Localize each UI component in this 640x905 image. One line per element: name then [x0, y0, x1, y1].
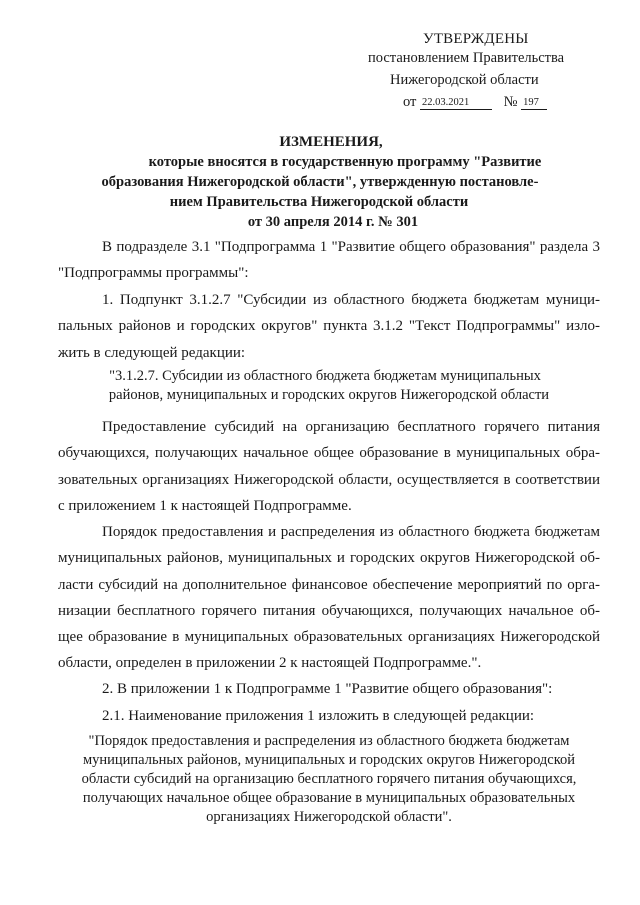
text-line: пальных районов и городских округов" пункта 3.1.2 "Текст Подпрограммы" изло- [58, 318, 600, 335]
date-prefix: от [403, 94, 417, 110]
text-line: области субсидий на организацию бесплатного горячего питания обучающихся, [81, 771, 577, 787]
text-line: муниципальных районов, муниципальных и городских округов Нижегородской [82, 752, 576, 768]
heading-line: нием Правительства Нижегородской области [169, 194, 469, 210]
heading-line: от 30 апреля 2014 г. № 301 [247, 214, 419, 230]
text-line: зовательных организациях Нижегородской области, осуществляется в соответствии [58, 471, 600, 488]
paragraph-item-2 [58, 676, 600, 702]
text-line: 2.1. Наименование приложения 1 изложить в следующей редакции: [102, 708, 535, 724]
decree-number: 197 [521, 97, 547, 110]
text-line: В подразделе 3.1 "Подпрограмма 1 "Развитие общего образования" раздела 3 [102, 239, 600, 255]
approval-authority-line: постановлением Правительства [368, 50, 565, 66]
text-line: 2. В приложении 1 к Подпрограмме 1 "Развитие общего образования": [102, 681, 553, 697]
text-line: "3.1.2.7. Субсидии из областного бюджета бюджетам муниципальных [109, 368, 541, 384]
text-line: 1. Подпункт 3.1.2.7 "Субсидии из областного бюджета бюджетам муници- [102, 292, 600, 308]
text-line: получающих начальное общее образование в муниципальных образовательных [82, 790, 576, 806]
text-line: ласти субсидий на дополнительное финансовое обеспечение мероприятий по орга- [58, 576, 600, 593]
quoted-subheading [58, 367, 600, 405]
document-heading [0, 132, 640, 232]
decree-date-number [403, 94, 547, 111]
paragraph-intro [58, 234, 600, 287]
text-line: "Порядок предоставления и распределения из областного бюджета бюджетам [88, 733, 570, 749]
text-line: щее образование в муниципальных образовательных организациях Нижегородской [58, 629, 600, 646]
text-line: обучающихся, получающих начальное общее образование в муниципальных обра- [58, 445, 600, 462]
text-line: низации бесплатного горячего питания обучающихся, получающих начальное об- [58, 602, 600, 619]
paragraph-item-2-1 [58, 703, 600, 729]
paragraph-subsidies [58, 414, 600, 519]
paragraph-procedure [58, 519, 600, 677]
decree-date: 22.03.2021 [420, 97, 492, 110]
number-prefix: № [503, 94, 518, 110]
text-line: Порядок предоставления и распределения из областного бюджета бюджетам [102, 524, 600, 540]
text-line: "Подпрограммы программы": [58, 265, 249, 282]
text-line: районов, муниципальных и городских округов Нижегородской области [108, 387, 550, 403]
paragraph-item-1 [58, 287, 600, 366]
approval-title: УТВЕРЖДЕНЫ [423, 31, 529, 47]
text-line: организациях Нижегородской области". [206, 809, 452, 825]
text-line: жить в следующей редакции: [58, 344, 246, 361]
heading-line: которые вносятся в государственную программу "Развитие [148, 154, 542, 170]
text-line: с приложением 1 к настоящей Подпрограмме. [58, 497, 352, 514]
text-line: муниципальных районов, муниципальных и городских округов Нижегородской об- [58, 550, 600, 567]
heading-title: ИЗМЕНЕНИЯ, [279, 134, 383, 150]
text-line: Предоставление субсидий на организацию бесплатного горячего питания [102, 419, 600, 435]
heading-line: образования Нижегородской области", утвержденную постановле- [101, 174, 539, 190]
approval-region-line: Нижегородской области [390, 72, 539, 88]
quoted-appendix-title [58, 732, 600, 827]
text-line: области, определен в приложении 2 к настоящей Подпрограмме.". [58, 655, 482, 672]
